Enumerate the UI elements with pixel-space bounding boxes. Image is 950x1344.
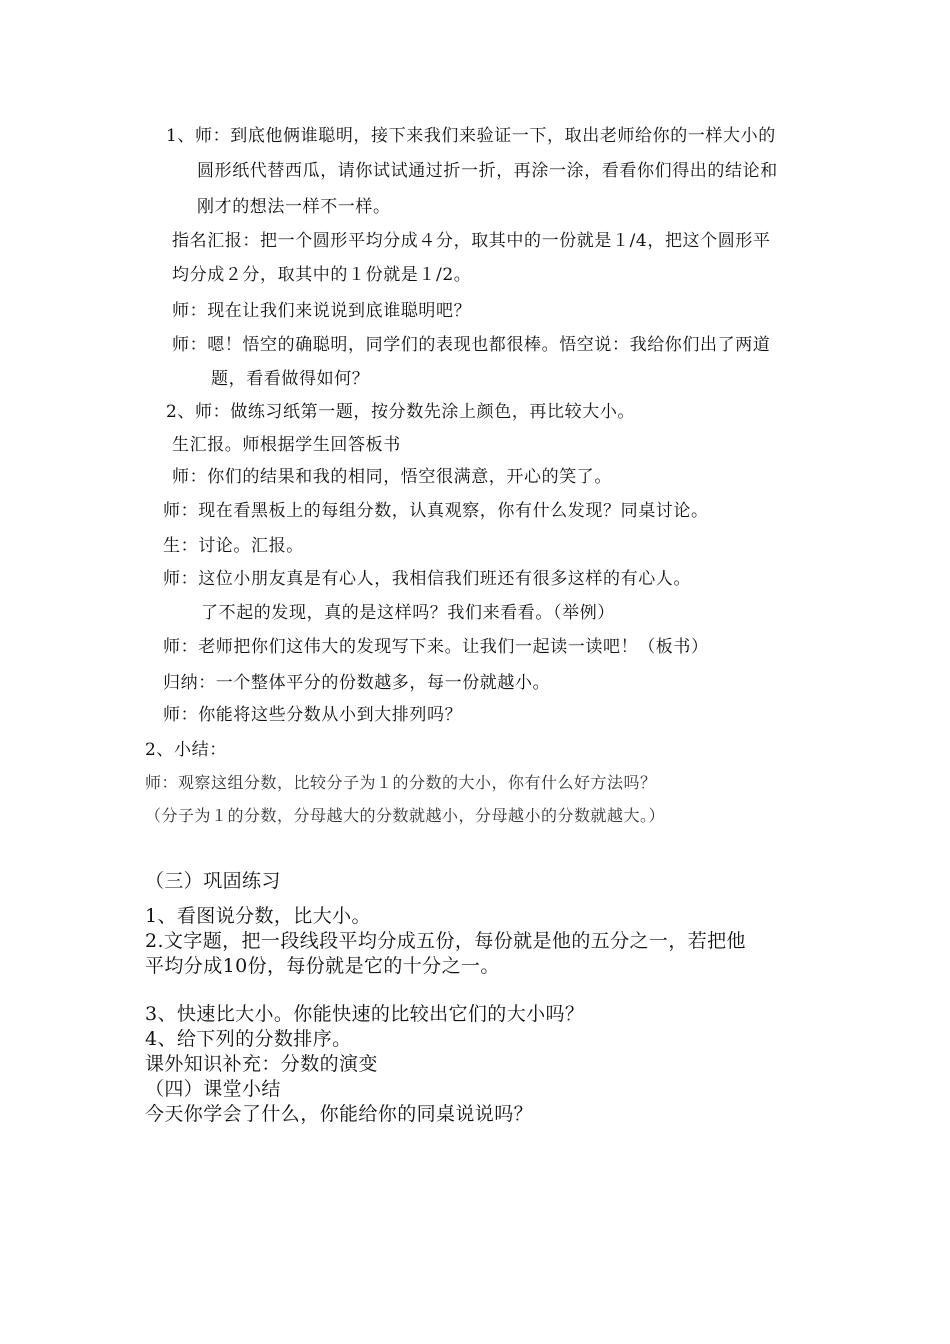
text-line: 师：现在让我们来说说到底谁聪明吧？ [172, 301, 472, 321]
text-line: （分子为１的分数，分母越大的分数就越小，分母越小的分数就越大。） [145, 806, 666, 825]
text-line: 2、师：做练习纸第一题，按分数先涂上颜色，再比较大小。 [166, 402, 636, 422]
text-line: 今天你学会了什么，你能给你的同桌说说吗？ [145, 1103, 534, 1125]
text-line: 圆形纸代替西瓜，请你试试通过折一折，再涂一涂，看看你们得出的结论和 [197, 161, 778, 181]
text-line: 师：嗯！悟空的确聪明，同学们的表现也都很棒。悟空说：我给你们出了两道 [172, 335, 771, 355]
text-line: 了不起的发现，真的是这样吗？我们来看看。（举例） [201, 603, 615, 623]
text-line: 课外知识补充：分数的演变 [145, 1053, 378, 1075]
text-line: 4、给下列的分数排序。 [145, 1028, 352, 1050]
text-line: 师：你们的结果和我的相同，悟空很满意，开心的笑了。 [172, 467, 612, 487]
section-heading: （三）巩固练习 [145, 870, 281, 892]
text-line: 3、快速比大小。你能快速的比较出它们的大小吗？ [145, 1003, 585, 1025]
text-line: 刚才的想法一样不一样。 [197, 197, 391, 217]
text-line: 归纳：一个整体平分的份数越多，每一份就越小。 [163, 673, 551, 693]
text-line: 师：老师把你们这伟大的发现写下来。让我们一起读一读吧！（板书） [163, 637, 709, 657]
text-line: 2.文字题，把一段线段平均分成五份，每份就是他的五分之一，若把他 [145, 930, 746, 952]
text-line: 师：这位小朋友真是有心人，我相信我们班还有很多这样的有心人。 [163, 569, 691, 589]
text-line: 师：观察这组分数，比较分子为１的分数的大小，你有什么好方法吗？ [145, 773, 657, 792]
text-line: 1、看图说分数，比大小。 [145, 905, 371, 927]
text-line: 平均分成10份，每份就是它的十分之一。 [145, 955, 500, 977]
text-line: 题，看看做得如何？ [211, 369, 370, 389]
text-line: 生：讨论。汇报。 [163, 536, 304, 556]
text-line: 2、小结： [145, 740, 227, 760]
text-line: 指名汇报：把一个圆形平均分成４分，取其中的一份就是１/4，把这个圆形平 [172, 231, 771, 251]
text-line: 均分成２分，取其中的１份就是１/2。 [172, 265, 472, 285]
section-heading: （四）课堂小结 [145, 1078, 281, 1100]
text-line: 生汇报。师根据学生回答板书 [172, 435, 401, 455]
text-line: 师：现在看黑板上的每组分数，认真观察，你有什么发现？同桌讨论。 [163, 501, 709, 521]
text-line: 师：你能将这些分数从小到大排列吗？ [163, 705, 463, 725]
text-line: 1、师：到底他俩谁聪明，接下来我们来验证一下，取出老师给你的一样大小的 [166, 126, 776, 146]
